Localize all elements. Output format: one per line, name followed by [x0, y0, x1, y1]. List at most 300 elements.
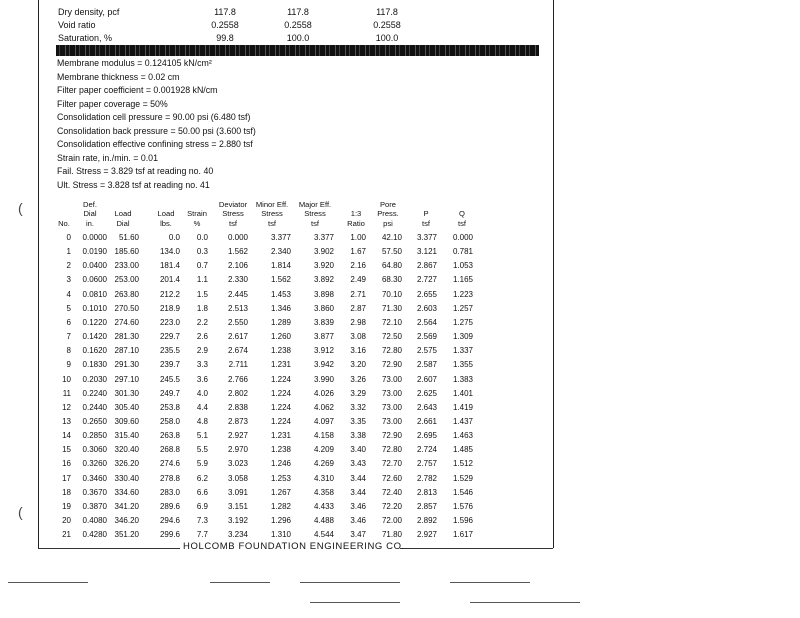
property-value: 0.2558 — [284, 20, 312, 30]
table-cell: 2.98 — [350, 317, 366, 327]
table-cell: 3.990 — [313, 374, 334, 384]
column-header: Load lbs. — [157, 209, 175, 228]
table-cell: 2.87 — [350, 303, 366, 313]
table-cell: 3.942 — [313, 360, 334, 370]
table-cell: 2.575 — [416, 346, 437, 356]
property-value: 0.2558 — [373, 20, 401, 30]
table-cell: 68.30 — [381, 275, 402, 285]
table-cell: 278.8 — [159, 473, 180, 483]
table-cell: 1.238 — [270, 445, 291, 455]
table-cell: 3.091 — [227, 487, 248, 497]
table-cell: 3.121 — [416, 247, 437, 257]
table-cell: 1.289 — [270, 317, 291, 327]
scan-artifact — [450, 582, 530, 583]
table-cell: 3.920 — [313, 261, 334, 271]
table-cell: 1.267 — [270, 487, 291, 497]
table-cell: 2.607 — [416, 374, 437, 384]
table-cell: 15 — [62, 445, 71, 455]
table-cell: 1.246 — [270, 459, 291, 469]
column-header: P tsf — [421, 209, 431, 228]
table-cell: 3.234 — [227, 530, 248, 540]
table-cell: 253.8 — [159, 402, 180, 412]
table-cell: 245.5 — [159, 374, 180, 384]
table-cell: 2.927 — [416, 530, 437, 540]
table-cell: 72.00 — [381, 516, 402, 525]
table-cell: 270.50 — [114, 303, 139, 313]
table-cell: 1.053 — [452, 261, 473, 271]
table-cell: 1.437 — [452, 416, 473, 426]
table-cell: 1.253 — [270, 473, 291, 483]
table-cell: 51.60 — [118, 233, 139, 242]
column-header: Load Dial — [114, 209, 132, 228]
column-header: 1:3 Ratio — [347, 209, 365, 228]
scan-artifact — [8, 582, 88, 583]
table-cell: 185.60 — [114, 247, 139, 257]
table-cell: 1.224 — [270, 416, 291, 426]
table-cell: 258.0 — [159, 416, 180, 426]
table-cell: 20 — [62, 516, 71, 525]
parameter-line: Filter paper coefficient = 0.001928 kN/cm — [57, 85, 218, 95]
table-cell: 274.6 — [159, 459, 180, 469]
table-cell: 263.8 — [159, 431, 180, 441]
table-cell: 0.4280 — [82, 530, 107, 540]
table-cell: 3.377 — [313, 233, 334, 242]
table-cell: 239.7 — [159, 360, 180, 370]
table-cell: 72.20 — [381, 501, 402, 511]
table-cell: 1.562 — [227, 247, 248, 257]
table-cell: 72.10 — [381, 317, 402, 327]
table-cell: 72.90 — [381, 431, 402, 441]
table-cell: 2.445 — [227, 289, 248, 299]
table-cell: 6.6 — [196, 487, 208, 497]
table-cell: 289.6 — [159, 501, 180, 511]
table-cell: 2.766 — [227, 374, 248, 384]
table-cell: 341.20 — [114, 501, 139, 511]
table-cell: 4.209 — [313, 445, 334, 455]
table-cell: 5.1 — [196, 431, 208, 441]
table-cell: 2.695 — [416, 431, 437, 441]
table-cell: 2.340 — [270, 247, 291, 257]
table-cell: 1.310 — [270, 530, 291, 540]
table-cell: 42.10 — [381, 233, 402, 242]
table-cell: 3.6 — [196, 374, 208, 384]
table-cell: 2.49 — [350, 275, 366, 285]
table-cell: 3.902 — [313, 247, 334, 257]
table-cell: 0.781 — [452, 247, 473, 257]
table-cell: 16 — [62, 459, 71, 469]
table-cell: 330.40 — [114, 473, 139, 483]
table-cell: 72.80 — [381, 346, 402, 356]
property-label: Dry density, pcf — [58, 7, 120, 17]
table-cell: 297.10 — [114, 374, 139, 384]
table-cell: 2.674 — [227, 346, 248, 356]
table-cell: 3.47 — [350, 530, 366, 540]
table-cell: 1.8 — [196, 303, 208, 313]
column-header: Minor Eff. Stress tsf — [255, 199, 289, 228]
table-cell: 346.20 — [114, 516, 139, 525]
table-cell: 7.7 — [196, 530, 208, 540]
column-header: Q tsf — [457, 209, 467, 228]
table-cell: 294.6 — [159, 516, 180, 525]
parameter-line: Membrane thickness = 0.02 cm — [57, 71, 180, 82]
table-cell: 3.38 — [350, 431, 366, 441]
table-cell: 3.839 — [313, 317, 334, 327]
table-cell: 3.860 — [313, 303, 334, 313]
table-cell: 283.0 — [159, 487, 180, 497]
table-cell: 181.4 — [159, 261, 180, 271]
table-cell: 2.813 — [416, 487, 437, 497]
table-cell: 0.1620 — [82, 346, 107, 356]
table-cell: 218.9 — [159, 303, 180, 313]
table-cell: 235.5 — [159, 346, 180, 356]
table-cell: 1.224 — [270, 388, 291, 398]
table-cell: 3.058 — [227, 473, 248, 483]
table-cell: 5 — [66, 303, 71, 313]
table-cell: 281.30 — [114, 332, 139, 342]
table-cell: 7 — [66, 332, 71, 342]
property-label: Void ratio — [58, 20, 96, 30]
table-cell: 1.67 — [350, 247, 366, 257]
table-cell: 212.2 — [159, 289, 180, 299]
table-cell: 249.7 — [159, 388, 180, 398]
table-cell: 1.337 — [452, 346, 473, 356]
property-value: 117.8 — [287, 7, 309, 17]
table-cell: 4.4 — [196, 402, 208, 412]
table-cell: 2.2 — [196, 317, 208, 327]
table-cell: 1.00 — [350, 233, 366, 242]
table-cell: 2.711 — [228, 360, 248, 370]
table-cell: 9 — [66, 360, 71, 370]
table-cell: 291.30 — [114, 360, 139, 370]
property-row — [58, 7, 538, 17]
table-cell: 1.453 — [270, 289, 291, 299]
table-cell: 1.224 — [270, 402, 291, 412]
table-cell: 2.564 — [416, 317, 437, 327]
table-cell: 3.377 — [270, 233, 291, 242]
table-cell: 1.546 — [452, 487, 473, 497]
table-cell: 1.463 — [452, 431, 473, 441]
table-cell: 0.000 — [452, 233, 473, 242]
table-cell: 2.71 — [350, 289, 366, 299]
table-cell: 2.625 — [416, 388, 437, 398]
table-cell: 201.4 — [159, 275, 180, 285]
table-cell: 0.0600 — [82, 275, 107, 285]
scan-artifact — [300, 582, 400, 583]
table-cell: 0.2850 — [82, 431, 107, 441]
table-cell: 70.10 — [381, 289, 402, 299]
table-cell: 134.0 — [159, 247, 180, 257]
table-cell: 4.097 — [313, 416, 334, 426]
table-cell: 287.10 — [114, 346, 139, 356]
table-cell: 3.023 — [227, 459, 248, 469]
parameter-line: Membrane modulus = 0.124105 kN/cm² — [57, 58, 212, 68]
table-cell: 0 — [66, 233, 71, 242]
table-cell: 0.1830 — [82, 360, 107, 370]
parameter-line: Strain rate, in./min. = 0.01 — [57, 152, 158, 163]
table-cell: 18 — [62, 487, 71, 497]
table-cell: 0.2650 — [82, 416, 107, 426]
table-cell: 1.596 — [452, 516, 473, 525]
parameter-line: Ult. Stress = 3.828 tsf at reading no. 41 — [57, 179, 210, 190]
table-cell: 4.158 — [313, 431, 334, 441]
table-cell: 14 — [62, 431, 71, 441]
table-cell: 0.1420 — [82, 332, 107, 342]
scan-artifact — [470, 602, 580, 603]
table-cell: 4.488 — [313, 516, 334, 525]
table-cell: 1.1 — [196, 275, 208, 285]
column-header: Pore Press. psi — [377, 199, 399, 228]
table-cell: 1.257 — [452, 303, 473, 313]
table-cell: 0.1010 — [82, 303, 107, 313]
table-cell: 13 — [62, 416, 71, 426]
table-cell: 3.44 — [350, 487, 366, 497]
table-cell: 4.310 — [313, 473, 334, 483]
table-cell: 1.401 — [452, 388, 473, 398]
table-cell: 1.512 — [452, 459, 473, 469]
punch-mark-icon: ( — [18, 200, 23, 216]
table-cell: 17 — [62, 473, 71, 483]
table-cell: 2.6 — [196, 332, 208, 342]
table-cell: 1.231 — [270, 360, 291, 370]
table-cell: 8 — [66, 346, 71, 356]
table-cell: 0.3060 — [82, 445, 107, 455]
table-cell: 0.0 — [196, 233, 208, 242]
table-cell: 274.60 — [114, 317, 139, 327]
company-footer: HOLCOMB FOUNDATION ENGINEERING CO. — [183, 541, 405, 552]
property-label: Saturation, % — [58, 33, 113, 43]
table-cell: 71.30 — [381, 303, 402, 313]
table-cell: 0.0000 — [82, 233, 107, 242]
table-cell: 268.8 — [159, 445, 180, 455]
table-cell: 6 — [66, 317, 71, 327]
table-cell: 1.223 — [452, 289, 473, 299]
table-cell: 71.80 — [381, 530, 402, 540]
table-cell: 4.0 — [196, 388, 208, 398]
table-cell: 2.802 — [227, 388, 248, 398]
table-cell: 12 — [62, 402, 71, 412]
table-cell: 72.70 — [381, 459, 402, 469]
table-cell: 0.3460 — [82, 473, 107, 483]
footer-rule-right — [400, 548, 553, 549]
table-cell: 301.30 — [114, 388, 139, 398]
table-cell: 2.643 — [416, 402, 437, 412]
punch-mark-icon: ( — [18, 504, 23, 520]
property-row — [58, 33, 538, 43]
table-cell: 1.576 — [452, 501, 473, 511]
column-header: Strain % — [187, 209, 207, 228]
table-cell: 2.727 — [416, 275, 437, 285]
table-cell: 0.3 — [196, 247, 208, 257]
property-row — [58, 20, 538, 30]
table-cell: 64.80 — [381, 261, 402, 271]
table-cell: 19 — [62, 501, 71, 511]
table-cell: 2.782 — [416, 473, 437, 483]
property-value: 99.8 — [216, 33, 234, 43]
table-cell: 2.603 — [416, 303, 437, 313]
table-cell: 0.3260 — [82, 459, 107, 469]
table-cell: 3.151 — [227, 501, 248, 511]
column-header: Deviator Stress tsf — [218, 199, 248, 228]
table-cell: 2.617 — [227, 332, 248, 342]
table-cell: 10 — [62, 374, 71, 384]
table-cell: 72.60 — [381, 473, 402, 483]
page-right-border — [553, 0, 554, 548]
table-cell: 3.898 — [313, 289, 334, 299]
parameter-line: Fail. Stress = 3.829 tsf at reading no. 40 — [57, 166, 214, 176]
parameter-line: Consolidation effective confining stress = 2.880 tsf — [57, 139, 253, 149]
table-cell: 223.0 — [159, 317, 180, 327]
table-cell: 233.00 — [114, 261, 139, 271]
scan-artifact — [210, 582, 270, 583]
table-cell: 2.550 — [227, 317, 248, 327]
table-cell: 2.724 — [416, 445, 437, 455]
table-cell: 72.40 — [381, 487, 402, 497]
table-cell: 73.00 — [381, 388, 402, 398]
table-cell: 3.43 — [350, 459, 366, 469]
table-cell: 4.433 — [313, 501, 334, 511]
table-cell: 1 — [66, 247, 71, 257]
column-header: Major Eff. Stress tsf — [298, 199, 332, 228]
table-cell: 320.40 — [114, 445, 139, 455]
table-cell: 6.9 — [196, 501, 208, 511]
table-cell: 1.562 — [270, 275, 291, 285]
table-cell: 2.857 — [416, 501, 437, 511]
table-cell: 1.260 — [270, 332, 291, 342]
table-cell: 2.661 — [416, 416, 437, 426]
table-cell: 351.20 — [114, 530, 139, 540]
table-cell: 2.655 — [416, 289, 437, 299]
table-cell: 21 — [62, 530, 71, 540]
table-cell: 253.00 — [114, 275, 139, 285]
table-cell: 4 — [66, 289, 71, 299]
column-header: No. — [58, 218, 70, 228]
table-cell: 72.80 — [381, 445, 402, 455]
property-value: 0.2558 — [211, 20, 239, 30]
table-cell: 0.000 — [227, 233, 248, 242]
redaction-bar — [56, 45, 539, 56]
table-cell: 2.513 — [227, 303, 248, 313]
table-cell: 1.224 — [270, 374, 291, 384]
table-cell: 0.7 — [196, 261, 208, 271]
table-cell: 3.877 — [313, 332, 334, 342]
table-cell: 2.16 — [350, 261, 366, 271]
table-cell: 2.330 — [227, 275, 248, 285]
table-cell: 2.970 — [227, 445, 248, 455]
table-cell: 3.912 — [313, 346, 334, 356]
table-cell: 3.16 — [350, 346, 366, 356]
table-cell: 1.346 — [270, 303, 291, 313]
table-cell: 0.1220 — [82, 317, 107, 327]
table-cell: 1.419 — [452, 402, 473, 412]
table-cell: 1.165 — [452, 275, 473, 285]
table-cell: 2.106 — [227, 261, 248, 271]
table-cell: 3.40 — [350, 445, 366, 455]
table-cell: 3.892 — [313, 275, 334, 285]
table-cell: 3.26 — [350, 374, 366, 384]
table-cell: 73.00 — [381, 416, 402, 426]
table-cell: 1.529 — [452, 473, 473, 483]
table-cell: 3 — [66, 275, 71, 285]
table-cell: 2.9 — [196, 346, 208, 356]
table-cell: 4.062 — [313, 402, 334, 412]
table-cell: 1.355 — [452, 360, 473, 370]
table-cell: 3.46 — [350, 501, 366, 511]
table-cell: 0.0190 — [82, 247, 107, 257]
property-value: 100.0 — [286, 33, 310, 43]
table-cell: 1.485 — [452, 445, 473, 455]
table-cell: 0.3670 — [82, 487, 107, 497]
table-cell: 3.35 — [350, 416, 366, 426]
table-cell: 4.358 — [313, 487, 334, 497]
table-cell: 3.08 — [350, 332, 366, 342]
table-cell: 2.757 — [416, 459, 437, 469]
table-cell: 3.192 — [227, 516, 248, 525]
table-cell: 305.40 — [114, 402, 139, 412]
table-cell: 1.282 — [270, 501, 291, 511]
table-cell: 1.617 — [452, 530, 473, 540]
table-cell: 0.0810 — [82, 289, 107, 299]
table-cell: 2.892 — [416, 516, 437, 525]
table-cell: 5.9 — [196, 459, 208, 469]
parameter-line: Filter paper coverage = 50% — [57, 98, 168, 109]
table-cell: 2.587 — [416, 360, 437, 370]
table-cell: 1.238 — [270, 346, 291, 356]
table-cell: 1.5 — [196, 289, 208, 299]
table-cell: 0.3870 — [82, 501, 107, 511]
table-cell: 299.6 — [159, 530, 180, 540]
table-cell: 4.8 — [196, 416, 208, 426]
table-cell: 3.29 — [350, 388, 366, 398]
table-cell: 309.60 — [114, 416, 139, 426]
table-cell: 1.231 — [270, 431, 291, 441]
table-cell: 3.20 — [350, 360, 366, 370]
scan-artifact — [310, 602, 400, 603]
column-header: Def. Dial in. — [83, 199, 97, 228]
table-cell: 263.80 — [114, 289, 139, 299]
table-cell: 2.838 — [227, 402, 248, 412]
table-cell: 4.026 — [313, 388, 334, 398]
table-cell: 326.20 — [114, 459, 139, 469]
table-cell: 4.269 — [313, 459, 334, 469]
table-cell: 1.296 — [270, 516, 291, 525]
table-cell: 3.46 — [350, 516, 366, 525]
table-cell: 229.7 — [159, 332, 180, 342]
table-cell: 3.3 — [196, 360, 208, 370]
table-cell: 2.867 — [416, 261, 437, 271]
table-cell: 334.60 — [114, 487, 139, 497]
property-value: 117.8 — [214, 7, 236, 17]
footer-rule-left — [38, 548, 180, 549]
table-cell: 1.383 — [452, 374, 473, 384]
table-cell: 0.4080 — [82, 516, 107, 525]
page-left-border — [38, 0, 39, 548]
table-cell: 11 — [62, 388, 71, 398]
table-cell: 73.00 — [381, 374, 402, 384]
table-cell: 5.5 — [196, 445, 208, 455]
table-cell: 4.544 — [313, 530, 334, 540]
table-cell: 57.50 — [381, 247, 402, 257]
table-cell: 3.32 — [350, 402, 366, 412]
table-cell: 0.2030 — [82, 374, 107, 384]
table-cell: 2.927 — [227, 431, 248, 441]
table-cell: 1.814 — [270, 261, 291, 271]
property-value: 117.8 — [376, 7, 398, 17]
table-cell: 6.2 — [196, 473, 208, 483]
table-cell: 2 — [66, 261, 71, 271]
table-cell: 3.377 — [416, 233, 437, 242]
table-cell: 7.3 — [196, 516, 208, 525]
parameter-line: Consolidation back pressure = 50.00 psi (3.600 tsf) — [57, 125, 256, 136]
